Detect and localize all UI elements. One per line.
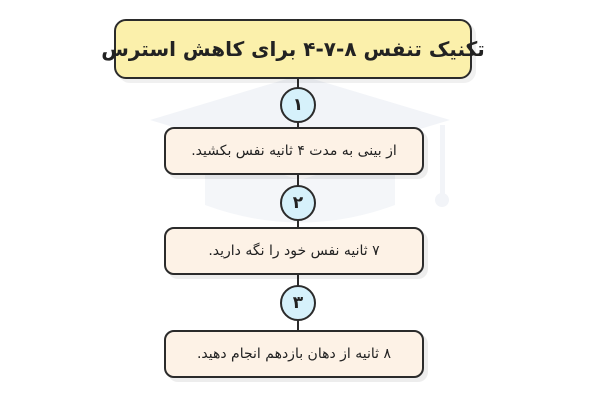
step-2-badge <box>280 185 316 221</box>
step-3-card <box>164 330 424 378</box>
step-1-card <box>164 127 424 175</box>
step-2-text: ۷ ثانیه نفس خود را نگه دارید. <box>208 243 380 259</box>
step-1-badge <box>280 87 316 123</box>
step-2-number: ۲ <box>292 193 304 213</box>
step-1-text: از بینی به مدت ۴ ثانیه نفس بکشید. <box>191 143 397 159</box>
step-3-number: ۳ <box>292 293 304 313</box>
diagram-title: تکنیک تنفس ۸-۷-۴ برای کاهش استرس <box>101 37 485 61</box>
step-3-text: ۸ ثانیه از دهان بازدهم انجام دهید. <box>196 346 392 362</box>
step-3-badge <box>280 285 316 321</box>
title-box <box>101 19 485 79</box>
step-1-number: ۱ <box>292 95 304 115</box>
step-2-card <box>164 227 424 275</box>
